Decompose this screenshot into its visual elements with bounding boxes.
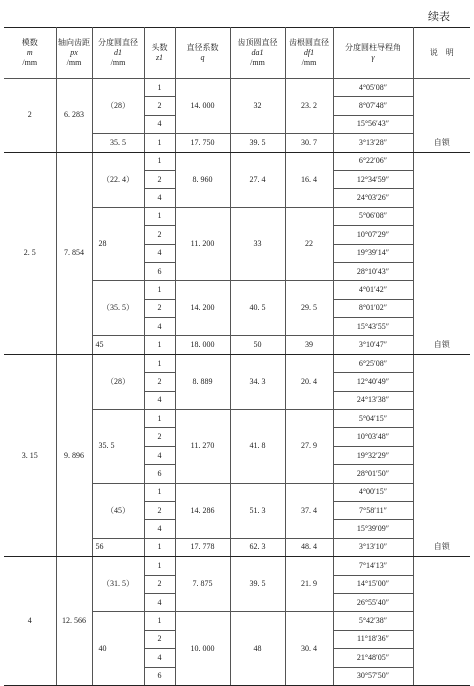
cell-starts: 4 <box>144 446 175 464</box>
cell-notes: 自锁 <box>413 538 470 556</box>
header-pitch: 轴向齿距 px /mm <box>56 28 92 79</box>
cell-ref-dia: 35. 5 <box>92 134 144 152</box>
cell-lead-angle: 8°07′48″ <box>333 97 413 115</box>
cell-module: 2. 5 <box>4 152 56 354</box>
cell-starts: 1 <box>144 281 175 299</box>
cell-lead-angle: 28°10′43″ <box>333 262 413 280</box>
continued-label: 续表 <box>428 11 450 23</box>
cell-lead-angle: 21°48′05″ <box>333 649 413 667</box>
cell-starts: 4 <box>144 244 175 262</box>
cell-lead-angle: 8°01′02″ <box>333 299 413 317</box>
cell-starts: 1 <box>144 134 175 152</box>
cell-starts: 4 <box>144 318 175 336</box>
cell-starts: 2 <box>144 501 175 519</box>
cell-pitch: 12. 566 <box>56 557 92 686</box>
header-notes: 说 明 <box>413 28 470 79</box>
cell-dia-factor: 7. 875 <box>175 557 230 612</box>
cell-ref-dia: （35. 5） <box>92 281 144 336</box>
cell-starts: 6 <box>144 465 175 483</box>
cell-starts: 4 <box>144 520 175 538</box>
cell-starts: 2 <box>144 226 175 244</box>
cell-dia-factor: 14. 200 <box>175 281 230 336</box>
cell-root-dia: 29. 5 <box>285 281 333 336</box>
cell-tip-dia: 39. 5 <box>230 557 285 612</box>
cell-root-dia: 48. 4 <box>285 538 333 556</box>
cell-lead-angle: 5°04′15″ <box>333 410 413 428</box>
worm-parameter-table <box>4 27 470 686</box>
header-module: 模数 m /mm <box>4 28 56 79</box>
cell-starts: 1 <box>144 152 175 170</box>
header-dia-factor: 直径系数 q <box>175 28 230 79</box>
cell-root-dia: 16. 4 <box>285 152 333 207</box>
cell-starts: 1 <box>144 538 175 556</box>
cell-notes: 自锁 <box>413 336 470 354</box>
cell-pitch: 9. 896 <box>56 354 92 556</box>
cell-starts: 1 <box>144 483 175 501</box>
header-starts: 头数 z1 <box>144 28 175 79</box>
cell-dia-factor: 17. 750 <box>175 134 230 152</box>
cell-lead-angle: 7°58′11″ <box>333 501 413 519</box>
cell-lead-angle: 12°34′59″ <box>333 170 413 188</box>
cell-dia-factor: 17. 778 <box>175 538 230 556</box>
cell-notes <box>413 557 470 686</box>
cell-lead-angle: 11°18′36″ <box>333 630 413 648</box>
cell-tip-dia: 51. 3 <box>230 483 285 538</box>
cell-dia-factor: 14. 286 <box>175 483 230 538</box>
header-root-dia: 齿根圆直径 df1 /mm <box>285 28 333 79</box>
cell-starts: 2 <box>144 373 175 391</box>
cell-starts: 2 <box>144 428 175 446</box>
cell-starts: 2 <box>144 299 175 317</box>
cell-notes <box>413 79 470 134</box>
cell-root-dia: 30. 4 <box>285 612 333 686</box>
cell-starts: 1 <box>144 207 175 225</box>
cell-ref-dia: 35. 5 <box>92 410 144 484</box>
table-row <box>4 354 470 372</box>
table-row <box>4 79 470 97</box>
table-row <box>4 557 470 575</box>
cell-ref-dia: （45） <box>92 483 144 538</box>
cell-tip-dia: 27. 4 <box>230 152 285 207</box>
cell-lead-angle: 6°22′06″ <box>333 152 413 170</box>
cell-starts: 6 <box>144 262 175 280</box>
cell-ref-dia: （22. 4） <box>92 152 144 207</box>
cell-tip-dia: 39. 5 <box>230 134 285 152</box>
cell-root-dia: 39 <box>285 336 333 354</box>
cell-lead-angle: 19°39′14″ <box>333 244 413 262</box>
cell-dia-factor: 11. 200 <box>175 207 230 281</box>
cell-starts: 1 <box>144 79 175 97</box>
cell-tip-dia: 48 <box>230 612 285 686</box>
header-lead-angle: 分度圆柱导程角 γ <box>333 28 413 79</box>
cell-starts: 6 <box>144 667 175 685</box>
cell-lead-angle: 7°14′13″ <box>333 557 413 575</box>
cell-starts: 1 <box>144 336 175 354</box>
cell-root-dia: 27. 9 <box>285 410 333 484</box>
cell-starts: 1 <box>144 557 175 575</box>
table-row <box>4 152 470 170</box>
cell-starts: 2 <box>144 97 175 115</box>
cell-lead-angle: 15°43′55″ <box>333 318 413 336</box>
cell-tip-dia: 32 <box>230 79 285 134</box>
cell-notes <box>413 152 470 336</box>
header-row <box>4 28 470 79</box>
cell-root-dia: 37. 4 <box>285 483 333 538</box>
cell-tip-dia: 62. 3 <box>230 538 285 556</box>
cell-root-dia: 30. 7 <box>285 134 333 152</box>
cell-root-dia: 21. 9 <box>285 557 333 612</box>
cell-pitch: 7. 854 <box>56 152 92 354</box>
cell-ref-dia: 45 <box>92 336 144 354</box>
cell-lead-angle: 14°15′00″ <box>333 575 413 593</box>
cell-starts: 2 <box>144 575 175 593</box>
cell-lead-angle: 5°06′08″ <box>333 207 413 225</box>
cell-ref-dia: 56 <box>92 538 144 556</box>
cell-module: 2 <box>4 79 56 153</box>
cell-lead-angle: 15°39′09″ <box>333 520 413 538</box>
cell-lead-angle: 6°25′08″ <box>333 354 413 372</box>
cell-lead-angle: 4°05′08″ <box>333 79 413 97</box>
cell-starts: 4 <box>144 115 175 133</box>
cell-notes: 自锁 <box>413 134 470 152</box>
cell-module: 4 <box>4 557 56 686</box>
cell-lead-angle: 19°32′29″ <box>333 446 413 464</box>
cell-ref-dia: 28 <box>92 207 144 281</box>
cell-starts: 2 <box>144 630 175 648</box>
cell-starts: 4 <box>144 593 175 611</box>
cell-lead-angle: 30°57′50″ <box>333 667 413 685</box>
cell-starts: 4 <box>144 189 175 207</box>
cell-lead-angle: 12°40′49″ <box>333 373 413 391</box>
cell-ref-dia: （31. 5） <box>92 557 144 612</box>
cell-dia-factor: 8. 889 <box>175 354 230 409</box>
cell-lead-angle: 28°01′50″ <box>333 465 413 483</box>
cell-ref-dia: （28） <box>92 354 144 409</box>
cell-tip-dia: 41. 8 <box>230 410 285 484</box>
cell-lead-angle: 10°03′48″ <box>333 428 413 446</box>
cell-ref-dia: 40 <box>92 612 144 686</box>
cell-dia-factor: 10. 000 <box>175 612 230 686</box>
cell-lead-angle: 10°07′29″ <box>333 226 413 244</box>
cell-lead-angle: 26°55′40″ <box>333 593 413 611</box>
cell-root-dia: 22 <box>285 207 333 281</box>
cell-lead-angle: 24°13′38″ <box>333 391 413 409</box>
cell-tip-dia: 40. 5 <box>230 281 285 336</box>
cell-tip-dia: 33 <box>230 207 285 281</box>
cell-lead-angle: 5°42′38″ <box>333 612 413 630</box>
cell-lead-angle: 4°00′15″ <box>333 483 413 501</box>
cell-ref-dia: （28） <box>92 79 144 134</box>
cell-notes <box>413 354 470 538</box>
cell-dia-factor: 11. 270 <box>175 410 230 484</box>
cell-module: 3. 15 <box>4 354 56 556</box>
cell-root-dia: 23. 2 <box>285 79 333 134</box>
cell-starts: 2 <box>144 170 175 188</box>
cell-starts: 1 <box>144 410 175 428</box>
cell-lead-angle: 3°10′47″ <box>333 336 413 354</box>
cell-dia-factor: 18. 000 <box>175 336 230 354</box>
cell-starts: 4 <box>144 649 175 667</box>
cell-starts: 1 <box>144 354 175 372</box>
cell-lead-angle: 4°01′42″ <box>333 281 413 299</box>
cell-pitch: 6. 283 <box>56 79 92 153</box>
cell-lead-angle: 3°13′10″ <box>333 538 413 556</box>
cell-dia-factor: 14. 000 <box>175 79 230 134</box>
header-ref-dia: 分度圆直径 d1 /mm <box>92 28 144 79</box>
cell-starts: 4 <box>144 391 175 409</box>
cell-tip-dia: 50 <box>230 336 285 354</box>
cell-tip-dia: 34. 3 <box>230 354 285 409</box>
cell-lead-angle: 24°03′26″ <box>333 189 413 207</box>
cell-starts: 1 <box>144 612 175 630</box>
cell-lead-angle: 15°56′43″ <box>333 115 413 133</box>
cell-root-dia: 20. 4 <box>285 354 333 409</box>
cell-dia-factor: 8. 960 <box>175 152 230 207</box>
cell-lead-angle: 3°13′28″ <box>333 134 413 152</box>
header-tip-dia: 齿顶圆直径 da1 /mm <box>230 28 285 79</box>
